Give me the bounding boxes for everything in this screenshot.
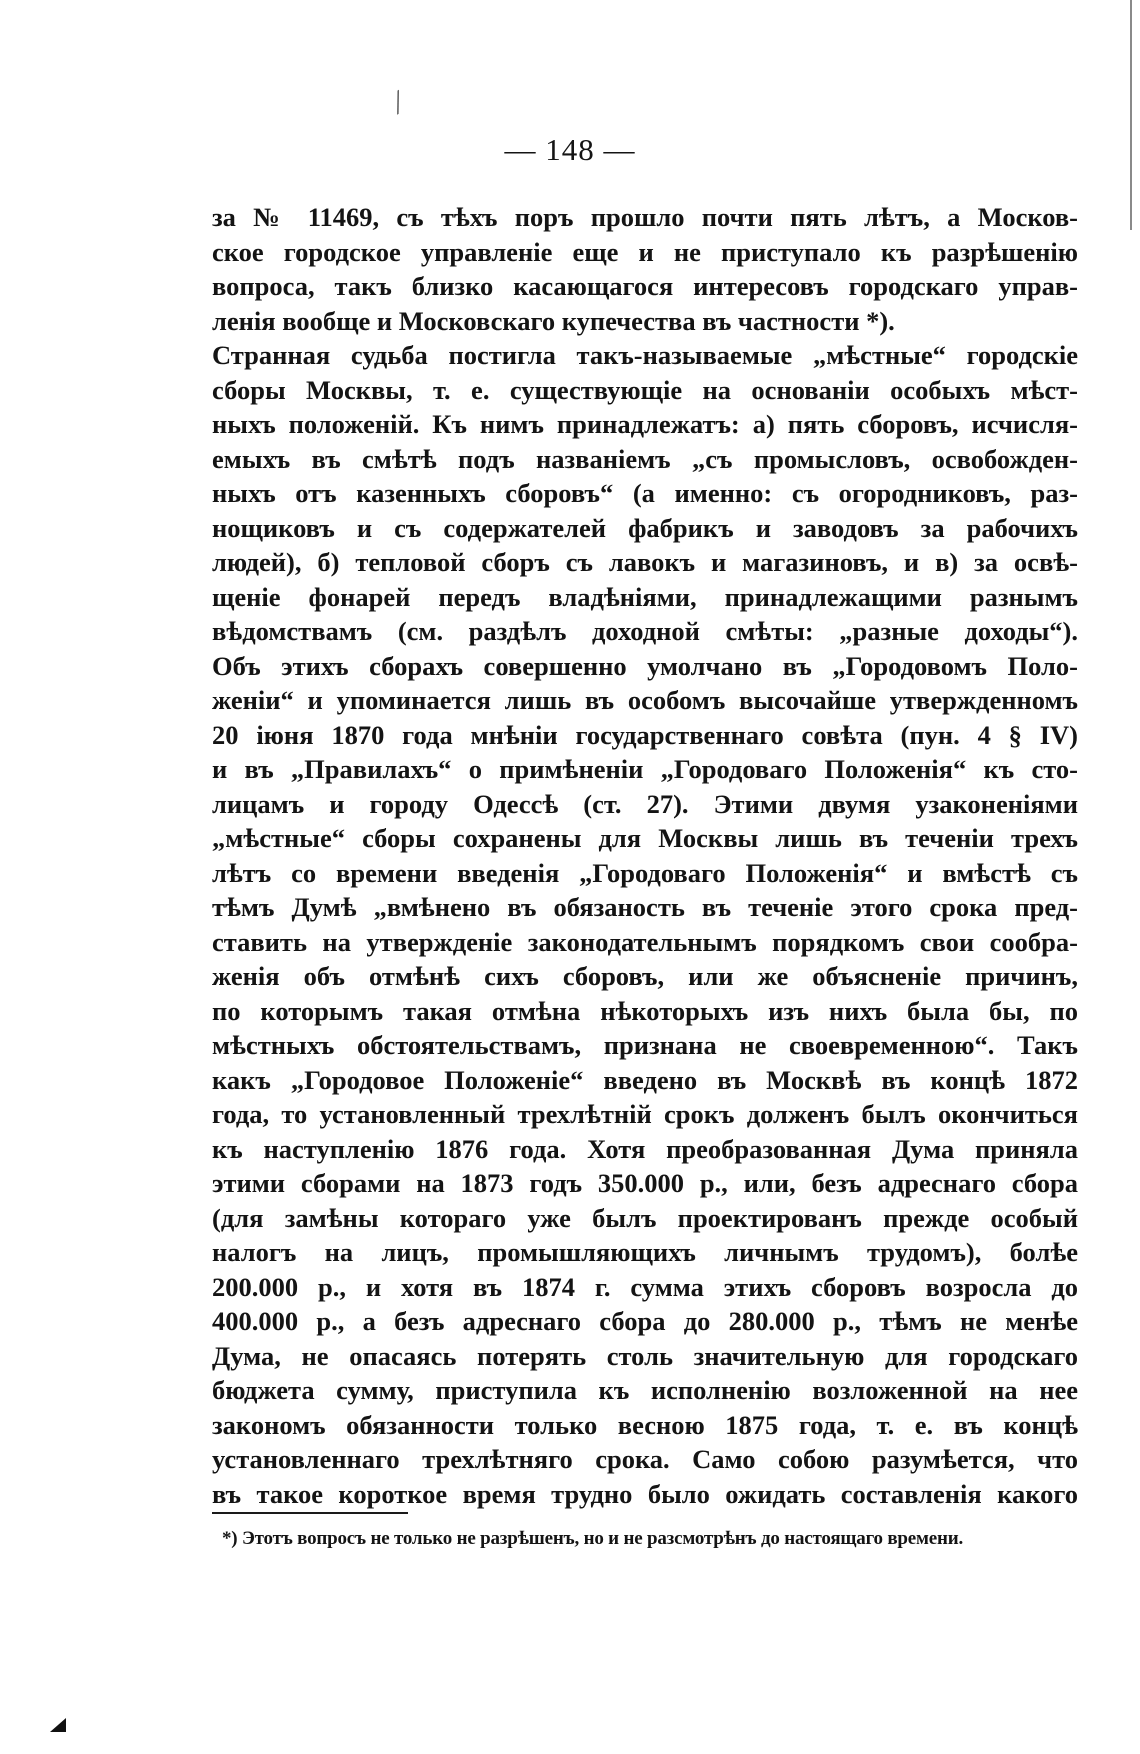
text-line: 20 іюня 1870 года мнѣніи государственнаго совѣта (пун. 4 § IV) — [212, 719, 1078, 750]
text-line: налогъ на лицъ, промышляющихъ личнымъ трудомъ), болѣе — [212, 1237, 1078, 1267]
main-text — [212, 200, 1078, 1511]
footnote: *) Этотъ вопросъ не только не разрѣшенъ, но и не разсмотрѣнъ до настоящаго времени. — [222, 1528, 964, 1549]
text-line: Странная судьба постигла такъ-называемые „мѣстные“ городскіе — [212, 340, 1078, 370]
text-line: года, то установленный трехлѣтній срокъ долженъ былъ окончиться — [212, 1099, 1078, 1129]
text-line: въ такое короткое время трудно было ожидать составленія какого — [212, 1478, 1078, 1509]
text-line: мѣстныхъ обстоятельствамъ, признана не своевременною“. Такъ — [212, 1030, 1078, 1060]
text-line: 200.000 р., и хотя въ 1874 г. сумма этихъ сборовъ возросла до — [212, 1271, 1078, 1302]
text-line: къ наступленію 1876 года. Хотя преобразованная Дума приняла — [212, 1133, 1078, 1164]
text-line: Дума, не опасаясь потерять столь значительную для городскаго — [212, 1340, 1078, 1371]
text-line: установленнаго трехлѣтняго срока. Само собою разумѣется, что — [212, 1444, 1078, 1474]
stray-ink-mark: ⁄ — [386, 87, 410, 118]
text-line: ныхъ отъ казенныхъ сборовъ“ (а именно: съ огородниковъ, раз- — [212, 478, 1078, 508]
text-line: женіи“ и упоминается лишь въ особомъ высочайше утвержденномъ — [212, 685, 1078, 715]
text-line: вѣдомствамъ (см. раздѣлъ доходной смѣты: „разные доходы“). — [212, 616, 1078, 646]
text-line: нощиковъ и съ содержателей фабрикъ и заводовъ за рабочихъ — [212, 512, 1078, 543]
text-line: 400.000 р., а безъ адреснаго сбора до 280.000 р., тѣмъ не менѣе — [212, 1306, 1078, 1336]
text-line: этими сборами на 1873 годъ 350.000 р., или, безъ адреснаго сбора — [212, 1168, 1078, 1198]
text-line: лицамъ и городу Одессѣ (ст. 27). Этими двумя узаконеніями — [212, 788, 1078, 819]
text-line: и въ „Правилахъ“ о примѣненіи „Городоваго Положенія“ къ сто- — [212, 754, 1078, 784]
corner-ink-mark — [50, 1718, 66, 1732]
text-line: тѣмъ Думѣ „вмѣнено въ обязаность въ теченіе этого срока пред- — [212, 892, 1078, 922]
text-line: Объ этихъ сборахъ совершенно умолчано въ „Городовомъ Поло- — [212, 650, 1078, 681]
text-line: ленія вообще и Московскаго купечества въ частности *). — [212, 305, 895, 336]
text-line: (для замѣны котораго уже былъ проектированъ прежде особый — [212, 1202, 1078, 1233]
text-line: женія объ отмѣнѣ сихъ сборовъ, или же объясненіе причинъ, — [212, 961, 1078, 991]
text-line: вопроса, такъ близко касающагося интересовъ городскаго управ- — [212, 271, 1078, 301]
text-line: сборы Москвы, т. е. существующіе на основаніи особыхъ мѣст- — [212, 374, 1078, 405]
text-line: закономъ обязанности только весною 1875 года, т. е. въ концѣ — [212, 1409, 1078, 1440]
text-line: емыхъ въ смѣтѣ подъ названіемъ „съ промысловъ, освобожден- — [212, 443, 1078, 474]
scan-edge-line — [1130, 0, 1132, 230]
text-line: бюджета сумму, приступила къ исполненію возложенной на нее — [212, 1375, 1078, 1405]
text-line: людей), б) тепловой сборъ съ лавокъ и магазиновъ, и в) за освѣ- — [212, 547, 1078, 577]
text-line: лѣтъ со времени введенія „Городоваго Положенія“ и вмѣстѣ съ — [212, 857, 1078, 888]
text-line: по которымъ такая отмѣна нѣкоторыхъ изъ нихъ была бы, по — [212, 995, 1078, 1026]
footnote-divider — [212, 1512, 408, 1514]
text-line: какъ „Городовое Положеніе“ введено въ Москвѣ въ концѣ 1872 — [212, 1064, 1078, 1095]
page-number: — 148 — — [504, 132, 636, 167]
text-line: „мѣстные“ сборы сохранены для Москвы лишь въ теченіи трехъ — [212, 823, 1078, 853]
text-line: щеніе фонарей передъ владѣніями, принадлежащими разнымъ — [212, 581, 1078, 612]
text-line: ставить на утвержденіе законодательнымъ порядкомъ свои сообра- — [212, 926, 1078, 957]
text-line: ныхъ положеній. Къ нимъ принадлежатъ: а) пять сборовъ, исчисля- — [212, 409, 1078, 439]
text-line: ское городское управленіе еще и не приступало къ разрѣшенію — [212, 236, 1078, 267]
text-line: за № 11469, съ тѣхъ поръ прошло почти пять лѣтъ, а Москов- — [212, 202, 1078, 232]
